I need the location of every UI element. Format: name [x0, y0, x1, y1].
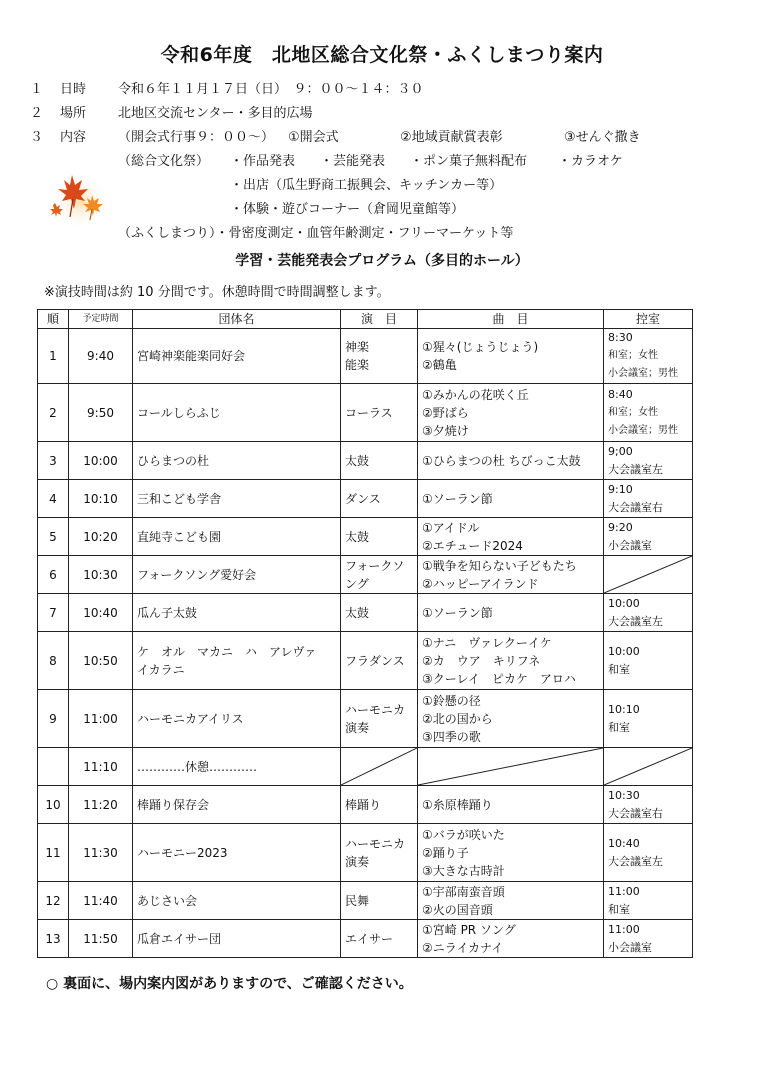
row-group-line: 瓜ん子太鼓	[137, 605, 198, 620]
row-room	[604, 882, 693, 920]
row-group-line: 瓜倉エイサー団	[137, 931, 222, 946]
row-room-line: 大会議室左	[608, 462, 663, 476]
row-songs-line: ①ナニ ヴァレクーイケ	[422, 635, 552, 650]
row-performance	[341, 329, 418, 384]
row-number-line: 13	[45, 931, 61, 946]
row-group	[133, 384, 341, 442]
row-songs-empty	[418, 748, 604, 786]
row-time-line: 9:50	[87, 405, 114, 420]
row-number	[38, 518, 69, 556]
row-room	[604, 824, 693, 882]
row-number-line: 10	[45, 797, 61, 812]
header-performance: 演 目	[341, 310, 418, 329]
row-number-line: 5	[49, 529, 57, 544]
row-group	[133, 632, 341, 690]
row-time-line: 11:10	[83, 759, 118, 774]
row-number	[38, 632, 69, 690]
row-songs-line: ②鶴亀	[422, 358, 457, 372]
row-songs-line: ③夕焼け	[422, 423, 469, 438]
row-number-line: 9	[49, 711, 57, 726]
row-performance-line: ハーモニカ	[345, 702, 406, 717]
ceremony-label: （開会式行事９：００〜）	[118, 130, 275, 145]
row-room-line: 9:20	[608, 520, 633, 534]
row-songs-line: ②踊り子	[422, 845, 469, 860]
row-room-line: 和室	[608, 902, 630, 916]
row-performance-line: コーラス	[345, 405, 393, 420]
row-room	[604, 594, 693, 632]
row-number	[38, 690, 69, 748]
culture-label: （総合文化祭）	[118, 154, 210, 169]
row-performance-line: ダンス	[345, 491, 381, 506]
row-performance	[341, 920, 418, 958]
table-row	[38, 442, 693, 480]
row-performance-line: 演奏	[345, 854, 370, 869]
page-title: 令和6年度 北地区総合文化祭・ふくしまつり案内	[160, 44, 604, 66]
row-songs	[418, 480, 604, 518]
info-content-num: ３	[30, 130, 44, 145]
row-time-line: 11:00	[83, 711, 118, 726]
row-group-line: 直純寺こども園	[137, 529, 222, 544]
row-room-line: 和室	[608, 662, 630, 676]
header-room: 控室	[604, 310, 693, 329]
row-songs	[418, 786, 604, 824]
table-row	[38, 632, 693, 690]
row-group-line: ハーモニカアイリス	[137, 711, 244, 726]
row-songs	[418, 329, 604, 384]
row-number-line: 11	[45, 845, 61, 860]
fukushi-line: （ふくしまつり）・骨密度測定・血管年齢測定・フリーマーケット等	[118, 226, 514, 241]
row-performance	[341, 518, 418, 556]
row-room-line: 10:10	[608, 702, 640, 716]
row-songs-line: ①ひらまつの杜 ちびっこ太鼓	[422, 453, 581, 468]
row-songs	[418, 920, 604, 958]
row-songs-line: ①猩々(じょうじょう)	[422, 340, 539, 354]
row-time	[69, 442, 133, 480]
table-row	[38, 920, 693, 958]
row-group-line: 三和こども学舎	[137, 491, 222, 506]
row-songs-line: ①宇部南蛮音頭	[422, 884, 505, 899]
row-songs-line: ①宮崎 PR ソング	[422, 922, 516, 937]
row-number	[38, 882, 69, 920]
row-room-line: 小会議室；男性	[608, 368, 678, 379]
row-group	[133, 920, 341, 958]
table-row	[38, 518, 693, 556]
table-header-row	[38, 310, 693, 329]
culture-item: ・カラオケ	[558, 154, 623, 169]
row-songs	[418, 824, 604, 882]
row-songs-line: ①ソーラン節	[422, 605, 493, 620]
row-room-line: 10:00	[608, 644, 640, 658]
row-group	[133, 442, 341, 480]
culture-item: ・ポン菓子無料配布	[410, 154, 528, 169]
row-time-line: 10:30	[83, 567, 118, 582]
row-room	[604, 690, 693, 748]
row-performance-line: ング	[345, 576, 369, 591]
row-performance-line: フォークソ	[345, 558, 405, 573]
row-number	[38, 384, 69, 442]
row-songs-line: ①みかんの花咲く丘	[422, 387, 529, 402]
row-songs-line: ②火の国音頭	[422, 902, 493, 917]
row-performance	[341, 690, 418, 748]
row-time-line: 9:40	[87, 349, 114, 363]
row-performance	[341, 824, 418, 882]
row-group	[133, 824, 341, 882]
row-performance	[341, 882, 418, 920]
row-performance-line: 太鼓	[345, 529, 370, 544]
row-number	[38, 442, 69, 480]
row-number-line: 4	[49, 491, 57, 506]
row-room-empty	[604, 556, 693, 594]
row-performance-line: 棒踊り	[345, 797, 382, 812]
row-room-line: 大会議室右	[608, 806, 663, 820]
row-number-line: 6	[49, 567, 57, 582]
row-group	[133, 480, 341, 518]
row-performance-line: 太鼓	[345, 453, 370, 468]
header-order: 順	[38, 310, 69, 329]
row-songs-line: ③クーレイ ピカケ アロハ	[422, 671, 576, 686]
row-room-empty	[604, 748, 693, 786]
info-place-value: 北地区交流センター・多目的広場	[118, 106, 313, 121]
culture-item: ・体験・遊びコーナー（倉岡児童館等）	[230, 202, 465, 217]
row-songs	[418, 632, 604, 690]
row-performance-line: 演奏	[345, 720, 370, 735]
row-time-line: 10:40	[83, 605, 118, 620]
row-number-line: 7	[49, 605, 57, 620]
program-table-body	[38, 329, 693, 958]
row-performance	[341, 442, 418, 480]
table-row	[38, 594, 693, 632]
row-songs	[418, 882, 604, 920]
row-performance	[341, 632, 418, 690]
row-songs-line: ②エチュード2024	[422, 538, 523, 553]
row-time	[69, 824, 133, 882]
footer-notice: ○ 裏面に、場内案内図がありますので、ご確認ください。	[46, 976, 413, 992]
row-songs-line: ①バラが咲いた	[422, 827, 505, 842]
row-group	[133, 518, 341, 556]
row-songs-line: ②カ ウア キリフネ	[422, 653, 541, 668]
info-date-row	[30, 78, 424, 102]
row-performance-line: 民舞	[345, 893, 370, 908]
row-room-line: 10:30	[608, 788, 640, 802]
row-room-line: 和室；女性	[608, 350, 658, 361]
program-table	[37, 309, 693, 958]
table-row	[38, 384, 693, 442]
row-time-line: 10:50	[83, 653, 118, 668]
info-content-row	[30, 126, 641, 150]
row-group-line: ひらまつの杜	[137, 453, 210, 468]
row-group-line: あじさい会	[137, 893, 198, 908]
table-row	[38, 748, 693, 786]
row-room	[604, 920, 693, 958]
row-room	[604, 329, 693, 384]
row-number	[38, 920, 69, 958]
row-time	[69, 594, 133, 632]
row-room-line: 小会議室；男性	[608, 424, 678, 436]
row-room-line: 和室	[608, 720, 630, 734]
row-time	[69, 632, 133, 690]
row-songs-line: ③四季の歌	[422, 729, 481, 744]
culture-item: ・出店（瓜生野商工振興会、キッチンカー等）	[230, 178, 503, 193]
row-songs	[418, 594, 604, 632]
row-room-line: 10:40	[608, 836, 640, 850]
culture-item: ・作品発表	[230, 154, 296, 169]
maple-leaf-icon	[48, 165, 110, 227]
table-row	[38, 824, 693, 882]
row-group	[133, 556, 341, 594]
row-room	[604, 632, 693, 690]
timing-note: ※演技時間は約 10 分間です。休憩時間で時間調整します。	[44, 285, 390, 300]
row-songs	[418, 442, 604, 480]
row-time	[69, 920, 133, 958]
row-songs-line: ②ニライカナイ	[422, 940, 504, 955]
row-group	[133, 748, 341, 786]
table-row	[38, 480, 693, 518]
row-number-line: 12	[45, 893, 61, 908]
row-room	[604, 442, 693, 480]
row-songs-line: ③大きな古時計	[422, 863, 505, 878]
row-performance	[341, 384, 418, 442]
ceremony-item: ②地域貢献賞表彰	[400, 130, 503, 145]
row-songs-line: ①鈴懸の径	[422, 693, 481, 708]
row-group	[133, 882, 341, 920]
row-group-line: …………休憩…………	[137, 759, 258, 774]
row-songs-line: ①ソーラン節	[422, 491, 493, 506]
row-time-line: 11:50	[83, 931, 118, 946]
info-content-label: 内容	[60, 130, 87, 145]
culture-item: ・芸能発表	[320, 154, 386, 169]
info-date-num: １	[30, 82, 44, 97]
row-performance	[341, 480, 418, 518]
row-time	[69, 518, 133, 556]
row-number	[38, 329, 69, 384]
row-performance-empty	[341, 748, 418, 786]
row-time-line: 11:30	[83, 845, 118, 860]
row-performance-line: フラダンス	[345, 653, 405, 668]
row-songs-line: ①糸原棒踊り	[422, 797, 493, 812]
row-performance-line: 能楽	[345, 358, 370, 372]
info-date-label: 日時	[60, 82, 87, 97]
info-place-row	[30, 102, 424, 126]
row-songs-line: ①アイドル	[422, 520, 480, 535]
row-time	[69, 480, 133, 518]
row-room-line: 11:00	[608, 884, 640, 898]
row-room	[604, 480, 693, 518]
row-room-line: 小会議室	[608, 940, 652, 954]
row-number	[38, 594, 69, 632]
row-time-line: 10:20	[83, 529, 118, 544]
row-room	[604, 384, 693, 442]
row-time	[69, 329, 133, 384]
row-number-line: 1	[49, 349, 57, 363]
row-number-line: 2	[49, 405, 57, 420]
table-row	[38, 690, 693, 748]
row-number	[38, 556, 69, 594]
row-time-line: 10:10	[83, 491, 118, 506]
row-group	[133, 786, 341, 824]
header-group: 団体名	[133, 310, 341, 329]
row-time	[69, 748, 133, 786]
row-group-line: フォークソング愛好会	[137, 567, 257, 582]
row-group-line: ケ オル マカニ ハ アレヴァ イカラニ	[137, 644, 317, 677]
row-songs-line: ②ハッピーアイランド	[422, 576, 539, 591]
row-songs	[418, 384, 604, 442]
row-group	[133, 329, 341, 384]
row-room-line: 8:30	[608, 331, 633, 344]
table-row	[38, 556, 693, 594]
row-group	[133, 690, 341, 748]
table-row	[38, 882, 693, 920]
row-songs-line: ②野ばら	[422, 405, 469, 420]
program-subtitle: 学習・芸能発表会プログラム（多目的ホール）	[235, 253, 529, 269]
row-time	[69, 384, 133, 442]
row-time-line: 11:40	[83, 893, 118, 908]
row-time	[69, 556, 133, 594]
ceremony-item: ①開会式	[288, 130, 339, 145]
row-room-line: 大会議室左	[608, 854, 663, 868]
header-songs: 曲 目	[418, 310, 604, 329]
row-room-line: 大会議室右	[608, 500, 663, 514]
row-songs-line: ②北の国から	[422, 711, 493, 726]
row-room-line: 10:00	[608, 596, 640, 610]
row-time	[69, 882, 133, 920]
row-group-line: コールしらふじ	[137, 405, 221, 420]
row-room-line: 9:10	[608, 482, 633, 496]
row-performance	[341, 786, 418, 824]
row-songs	[418, 556, 604, 594]
ceremony-item: ③せんぐ撒き	[564, 130, 641, 145]
row-songs	[418, 690, 604, 748]
row-room-line: 大会議室左	[608, 614, 663, 628]
row-group-line: 棒踊り保存会	[137, 797, 210, 812]
row-room	[604, 786, 693, 824]
info-place-num: ２	[30, 106, 44, 121]
row-room-line: 小会議室	[608, 538, 652, 552]
row-number	[38, 480, 69, 518]
row-songs	[418, 518, 604, 556]
row-number	[38, 824, 69, 882]
row-number-line: 3	[49, 453, 57, 468]
info-place-label: 場所	[60, 106, 87, 121]
row-room-line: 11:00	[608, 922, 640, 936]
row-group-line: ハーモニー2023	[137, 845, 228, 860]
row-time-line: 10:00	[83, 453, 118, 468]
row-performance-line: エイサー	[345, 931, 394, 946]
row-room-line: 9;00	[608, 444, 633, 458]
row-time	[69, 786, 133, 824]
row-performance	[341, 556, 418, 594]
table-row	[38, 786, 693, 824]
header-time: 予定時間	[69, 310, 133, 329]
row-performance-line: ハーモニカ	[345, 836, 406, 851]
row-room	[604, 518, 693, 556]
row-performance	[341, 594, 418, 632]
row-group	[133, 594, 341, 632]
row-room-line: 和室；女性	[608, 406, 658, 418]
table-row	[38, 329, 693, 384]
row-songs-line: ①戦争を知らない子どもたち	[422, 558, 577, 573]
row-performance-line: 太鼓	[345, 605, 370, 620]
row-performance-line: 神楽	[345, 340, 370, 354]
row-time-line: 11:20	[83, 797, 118, 812]
info-date-value: 令和６年１１月１７日（日） ９：００〜１４：３０	[118, 82, 424, 97]
row-number	[38, 786, 69, 824]
row-number	[38, 748, 69, 786]
row-time	[69, 690, 133, 748]
row-number-line: 8	[49, 653, 57, 668]
row-room-line: 8:40	[608, 387, 633, 401]
row-group-line: 宮崎神楽能楽同好会	[137, 349, 246, 363]
